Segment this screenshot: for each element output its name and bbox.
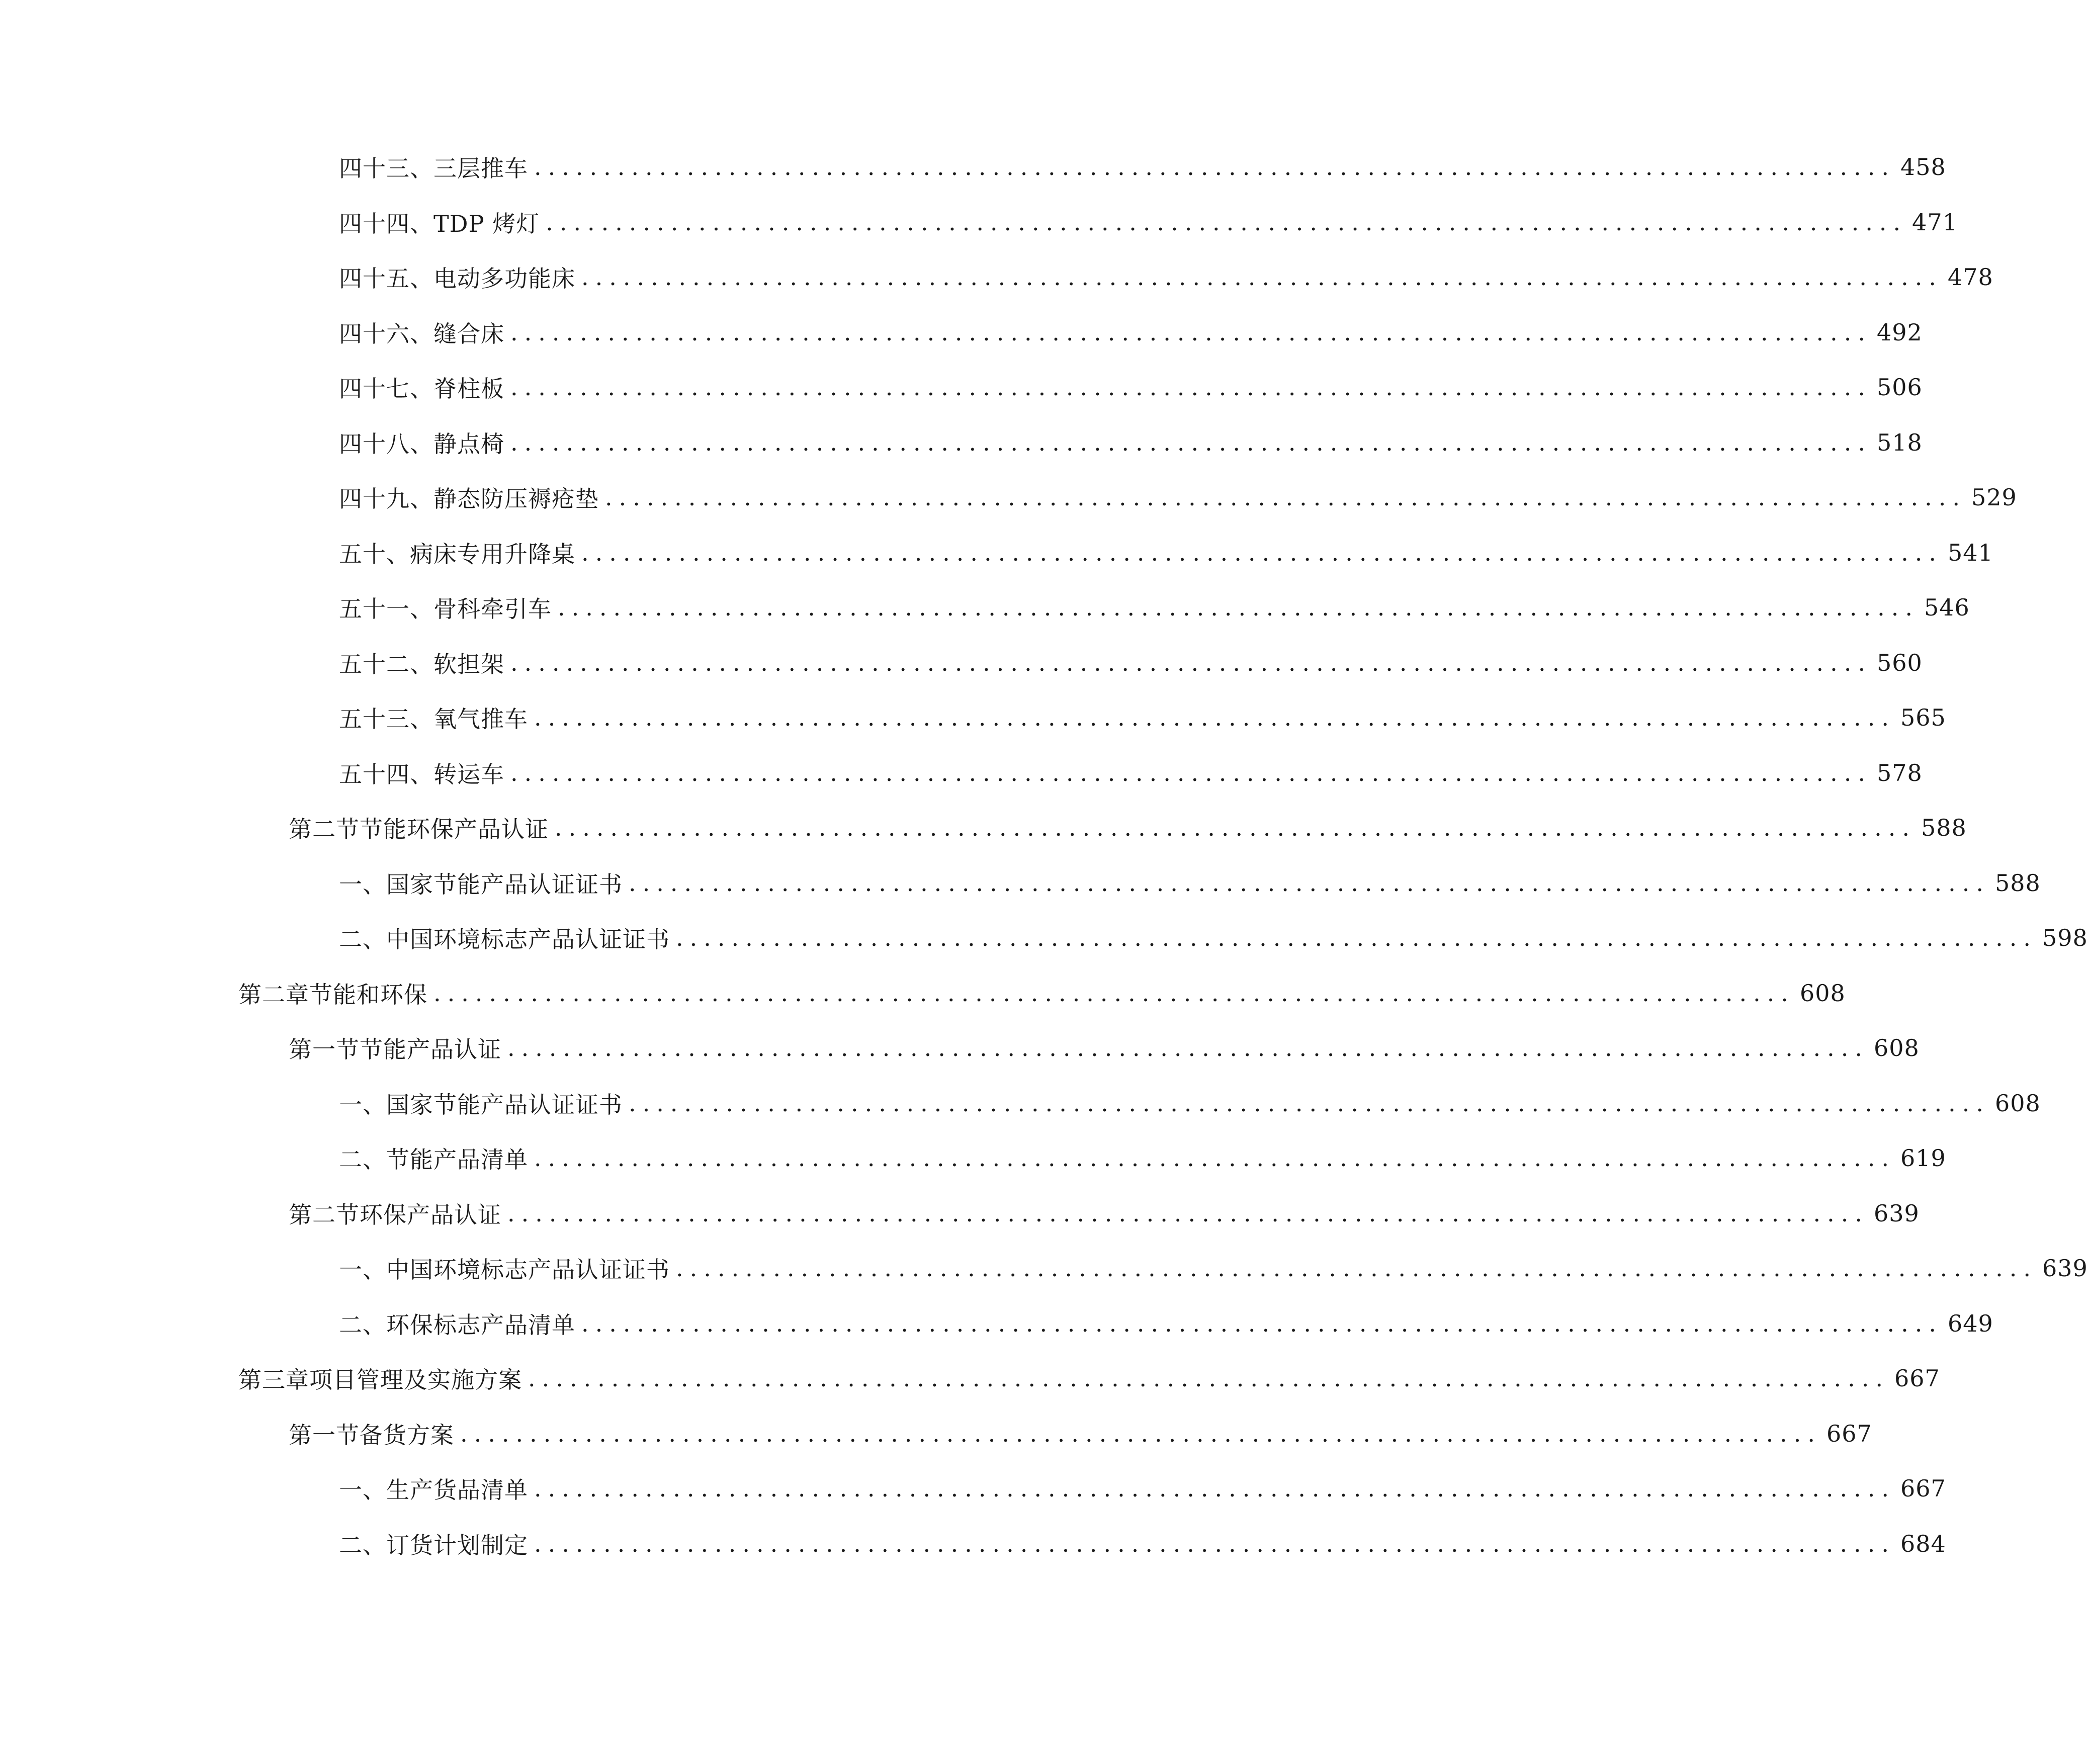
- toc-entry-title: 备货方案: [360, 1422, 454, 1449]
- toc-entry-number: 二、: [339, 1146, 386, 1173]
- toc-entry-page: 667: [1900, 1475, 1946, 1502]
- toc-entry[interactable]: [0, 533, 1993, 573]
- toc-entry-page: 478: [1947, 263, 1993, 291]
- toc-entry-number: 第一节: [289, 1422, 360, 1449]
- toc-entry-page: 588: [1994, 869, 2041, 897]
- toc-entry[interactable]: [0, 1248, 2088, 1288]
- toc-entry-page: 471: [1912, 209, 1958, 236]
- dot-leader: ..................................................................................................: [629, 869, 1990, 897]
- toc-entry-page: 667: [1826, 1420, 1872, 1447]
- toc-entry-number: 第二节: [289, 816, 360, 843]
- toc-entry-page: 518: [1876, 429, 1923, 456]
- dot-leader: ..................................................................................................: [546, 209, 1907, 236]
- dot-leader: ..................................................................................................: [676, 924, 2037, 951]
- toc-entry-title: 节能和环保: [309, 981, 427, 1008]
- dot-leader: ..................................................................................................: [534, 153, 1895, 181]
- dot-leader: ..................................................................................................: [534, 1144, 1895, 1172]
- toc-entry-number: 二、: [339, 1311, 386, 1339]
- dot-leader: ..................................................................................................: [528, 1365, 1889, 1392]
- toc-entry-number: 四十六、: [339, 320, 433, 347]
- toc-entry-title: 缝合床: [433, 320, 504, 347]
- toc-entry-page: 684: [1900, 1530, 1946, 1557]
- toc-entry-title: 环保标志产品清单: [386, 1311, 575, 1339]
- dot-leader: ..................................................................................................: [605, 484, 1966, 511]
- toc-entry-title: TDP 烤灯: [433, 210, 540, 237]
- toc-entry[interactable]: [0, 1303, 1993, 1344]
- toc-entry-page: 619: [1900, 1144, 1946, 1172]
- toc-entry-page: 529: [1971, 484, 2017, 511]
- dot-leader: ..................................................................................................: [510, 429, 1872, 456]
- toc-entry-number: 四十四、: [339, 210, 433, 237]
- toc-entry-title: 项目管理及实施方案: [309, 1366, 522, 1393]
- toc-entry-page: 649: [1947, 1310, 1993, 1337]
- toc-entry[interactable]: [0, 477, 2017, 517]
- toc-entry[interactable]: [0, 1468, 1946, 1509]
- toc-entry-title: 订货计划制定: [386, 1532, 528, 1559]
- toc-entry-page: 667: [1894, 1365, 1940, 1392]
- toc-entry-number: 五十一、: [339, 595, 433, 623]
- dot-leader: ..................................................................................................: [581, 539, 1943, 566]
- toc-entry-title: 国家节能产品认证证书: [386, 871, 623, 898]
- dot-leader: ..................................................................................................: [433, 980, 1795, 1007]
- toc-entry-title: 脊柱板: [433, 375, 504, 402]
- toc-entry-title: 节能环保产品认证: [360, 816, 549, 843]
- toc-entry-number: 五十、: [339, 541, 410, 568]
- toc-entry-number: 四十三、: [339, 155, 433, 182]
- toc-entry-number: 五十四、: [339, 761, 433, 788]
- toc-entry-page: 578: [1876, 759, 1923, 786]
- dot-leader: ..................................................................................................: [629, 1090, 1990, 1117]
- toc-entry[interactable]: [0, 918, 2088, 958]
- dot-leader: ..................................................................................................: [581, 1310, 1943, 1337]
- toc-entry[interactable]: [0, 422, 1923, 463]
- toc-entry-page: 598: [2042, 924, 2088, 951]
- dot-leader: ..................................................................................................: [510, 759, 1872, 786]
- toc-entry[interactable]: [0, 1083, 2041, 1123]
- toc-entry-number: 第三章: [238, 1366, 309, 1393]
- toc-entry-number: 第二节: [289, 1201, 360, 1228]
- toc-entry-number: 二、: [339, 926, 386, 953]
- toc-entry-page: 458: [1900, 153, 1946, 181]
- toc-entry-page: 546: [1924, 594, 1970, 621]
- toc-entry-title: 软担架: [433, 651, 504, 678]
- toc-entry[interactable]: [0, 147, 1946, 187]
- toc-entry-page: 565: [1900, 704, 1946, 731]
- toc-entry-number: 一、: [339, 1091, 386, 1118]
- toc-entry[interactable]: [0, 367, 1923, 407]
- toc-entry[interactable]: [0, 202, 1958, 242]
- toc-entry[interactable]: [0, 643, 1923, 683]
- toc-entry-title: 节能产品认证: [360, 1036, 501, 1063]
- toc-entry[interactable]: [0, 1138, 1946, 1178]
- toc-entry-title: 三层推车: [433, 155, 528, 182]
- toc-entry-title: 节能产品清单: [386, 1146, 528, 1173]
- toc-entry[interactable]: [0, 863, 2041, 903]
- dot-leader: ..................................................................................................: [581, 263, 1943, 291]
- dot-leader: ..................................................................................................: [534, 1530, 1895, 1557]
- toc-entry-title: 转运车: [433, 761, 504, 788]
- toc-entry-page: 492: [1876, 319, 1923, 346]
- toc-entry-number: 一、: [339, 871, 386, 898]
- toc-entry-title: 病床专用升降桌: [410, 541, 575, 568]
- toc-entry-page: 560: [1876, 649, 1923, 676]
- toc-entry-number: 第一节: [289, 1036, 360, 1063]
- toc-entry[interactable]: [0, 808, 1967, 848]
- toc-entry-number: 四十八、: [339, 430, 433, 458]
- dot-leader: ..................................................................................................: [460, 1420, 1821, 1447]
- dot-leader: ..................................................................................................: [534, 1475, 1895, 1502]
- toc-entry-title: 中国环境标志产品认证证书: [386, 1256, 670, 1283]
- toc-entry-number: 五十二、: [339, 651, 433, 678]
- toc-entry-title: 国家节能产品认证证书: [386, 1091, 623, 1118]
- toc-entry[interactable]: [0, 312, 1923, 352]
- toc-entry-title: 氧气推车: [433, 705, 528, 733]
- toc-entry[interactable]: [0, 1358, 1940, 1398]
- toc-entry-page: 588: [1921, 814, 1967, 841]
- toc-entry[interactable]: [0, 1414, 1872, 1454]
- toc-entry-title: 中国环境标志产品认证证书: [386, 926, 670, 953]
- toc-entry[interactable]: [0, 1524, 1946, 1564]
- toc-entry[interactable]: [0, 1193, 1920, 1233]
- dot-leader: ..................................................................................................: [507, 1200, 1869, 1227]
- toc-entry-page: 608: [1994, 1090, 2041, 1117]
- toc-entry-page: 506: [1876, 374, 1923, 401]
- toc-entry-number: 四十五、: [339, 265, 433, 292]
- toc-entry[interactable]: [0, 587, 1970, 628]
- toc-entry-title: 环保产品认证: [360, 1201, 501, 1228]
- toc-entry-title: 静态防压褥疮垫: [433, 485, 599, 512]
- toc-entry-title: 电动多功能床: [433, 265, 575, 292]
- dot-leader: ..................................................................................................: [558, 594, 1919, 621]
- toc-entry-title: 骨科牵引车: [433, 595, 552, 623]
- toc-entry-page: 541: [1947, 539, 1993, 566]
- toc-entry-page: 608: [1799, 980, 1846, 1007]
- toc-entry-number: 第二章: [238, 981, 309, 1008]
- dot-leader: ..................................................................................................: [534, 704, 1895, 731]
- dot-leader: ..................................................................................................: [676, 1255, 2037, 1282]
- toc-entry[interactable]: [0, 1028, 1920, 1068]
- toc-entry[interactable]: [0, 257, 1993, 297]
- dot-leader: ..................................................................................................: [507, 1034, 1869, 1062]
- toc-entry[interactable]: [0, 697, 1946, 738]
- toc-entry-number: 四十七、: [339, 375, 433, 402]
- toc-entry-number: 二、: [339, 1532, 386, 1559]
- toc-entry-page: 639: [2042, 1255, 2088, 1282]
- dot-leader: ..................................................................................................: [555, 814, 1916, 841]
- toc-entry[interactable]: [0, 973, 1846, 1013]
- dot-leader: ..................................................................................................: [510, 319, 1872, 346]
- toc-entry-number: 五十三、: [339, 705, 433, 733]
- toc-entry-number: 一、: [339, 1256, 386, 1283]
- toc-entry-title: 生产货品清单: [386, 1476, 528, 1504]
- dot-leader: ..................................................................................................: [510, 649, 1872, 676]
- toc-entry[interactable]: [0, 753, 1923, 793]
- toc-entry-number: 四十九、: [339, 485, 433, 512]
- toc-entry-page: 608: [1873, 1034, 1920, 1062]
- dot-leader: ..................................................................................................: [510, 374, 1872, 401]
- toc-entry-page: 639: [1873, 1200, 1920, 1227]
- toc-entry-title: 静点椅: [433, 430, 504, 458]
- toc-entry-number: 一、: [339, 1476, 386, 1504]
